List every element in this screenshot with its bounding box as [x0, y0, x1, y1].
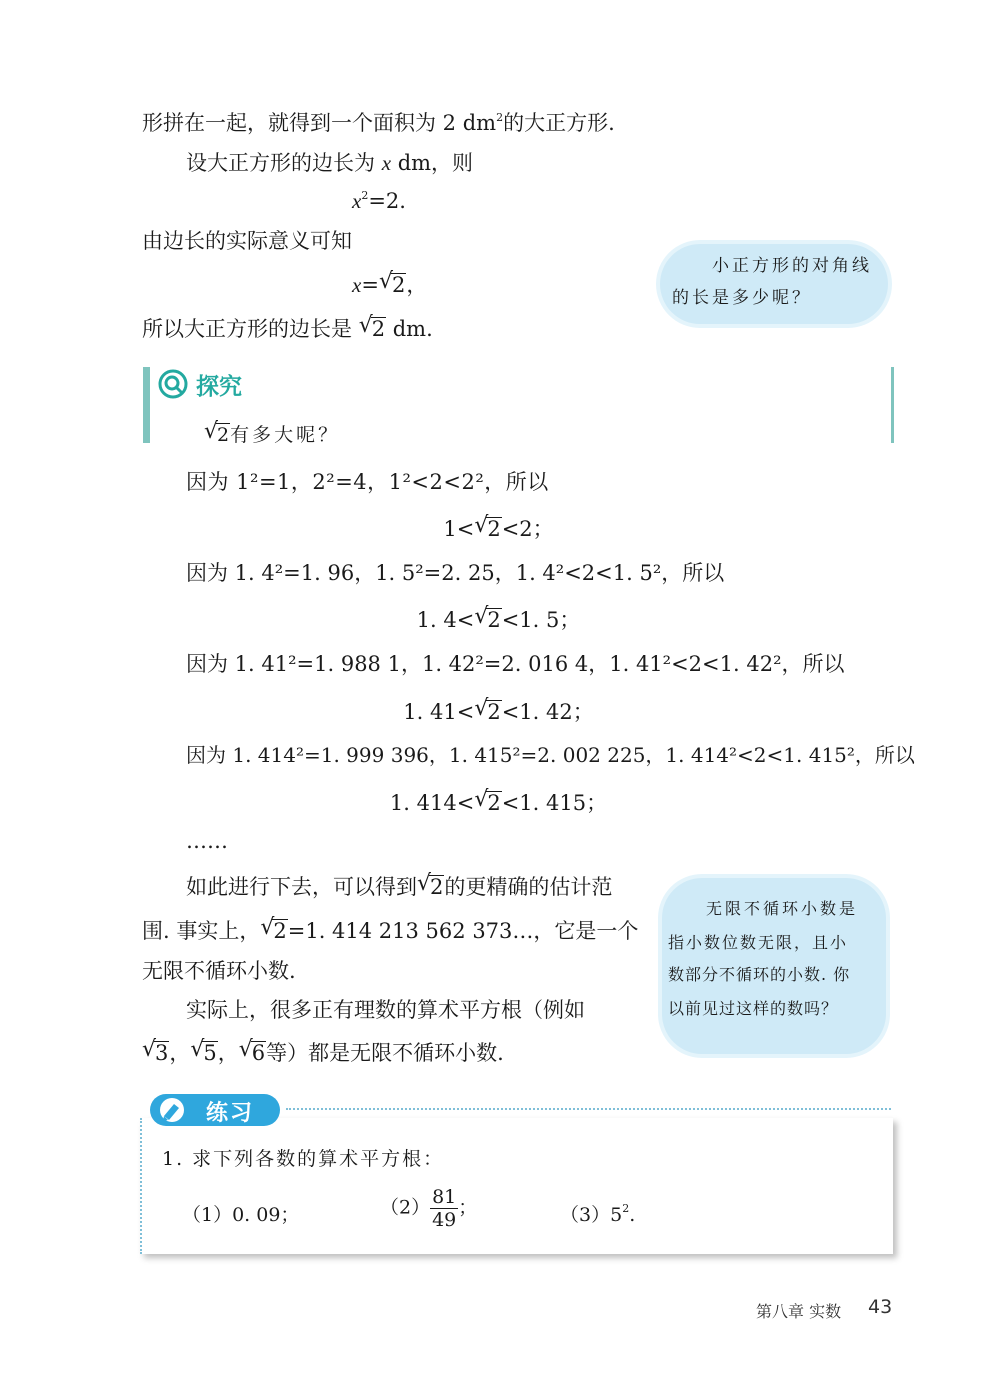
equation: 1. 4< √ 2<1. 5；	[416, 604, 581, 632]
cloud-text: 以前见过这样的数吗？	[668, 999, 839, 1018]
cloud-text: 指小数位数无限，且小	[668, 933, 849, 952]
exercise-divider	[286, 1108, 891, 1110]
cloud-text: 无限不循环小数是	[706, 899, 859, 918]
exercise-question: 1. 求下列各数的算术平方根：	[162, 1148, 445, 1170]
text-line: 因为 1. 41²=1. 988 1，1. 42²=2. 016 4，1. 41²<2<1. 42²，所以	[186, 652, 845, 676]
exercise-box	[140, 1118, 893, 1254]
pencil-icon	[156, 1096, 192, 1124]
text-line: 所以大正方形的边长是 √ 2 dm.	[142, 313, 433, 341]
text-line: √ 3， √ 5， √ 6等）都是无限不循环小数.	[142, 1037, 504, 1065]
equation: 1< √ 2<2；	[443, 513, 554, 541]
equation: 1. 414< √ 2<1. 415；	[389, 787, 608, 815]
equation: x= √ 2，	[352, 269, 428, 297]
text-line: 因为 1. 4²=1. 96，1. 5²=2. 25，1. 4²<2<1. 5²，所以	[186, 561, 725, 585]
explore-bar	[143, 367, 150, 443]
page-number: 43	[868, 1296, 893, 1318]
text-line: 实际上，很多正有理数的算术平方根（例如	[186, 998, 585, 1022]
text-line: 无限不循环小数.	[142, 959, 296, 983]
exercise-item-1: （1）0. 09；	[182, 1204, 300, 1226]
cloud-text: 小正方形的对角线	[712, 256, 872, 276]
text-line: 如此进行下去，可以得到 √ 2的更精确的估计范	[186, 871, 613, 899]
equation: 1. 41< √ 2<1. 42；	[403, 696, 594, 724]
exercise-item-3: $(3)5^2$.	[560, 1202, 636, 1226]
text-line: 设大正方形的边长为 x dm，则	[186, 151, 474, 175]
cloud-text: 数部分不循环的小数. 你	[668, 965, 851, 984]
exercise-item-2: （2） $\frac{81}{49}$ ；	[380, 1186, 478, 1231]
chapter-label: 第八章 实数	[756, 1302, 842, 1321]
explore-question: √ 2有多大呢？	[204, 419, 341, 446]
exercise-title: 练习	[206, 1101, 255, 1126]
explore-title: 探究	[196, 374, 242, 400]
explore-icon	[158, 369, 188, 399]
text-line: 由边长的实际意义可知	[142, 229, 352, 253]
cloud-text: 的长是多少呢？	[672, 288, 812, 308]
explore-bar	[891, 367, 894, 443]
text-line: 因为 1²=1，2²=4，1²<2<2²，所以	[186, 470, 549, 494]
text-line: 因为 1. 414²=1. 999 396，1. 415²=2. 002 225，1. 414²<2<1. 415²，所以	[186, 743, 915, 767]
text-line: 围. 事实上， √ 2=1. 414 213 562 373…，它是一个	[142, 915, 639, 943]
text-line: 形拼在一起，就得到一个面积为 2 $dm^2$的大正方形.	[142, 111, 615, 135]
ellipsis: ……	[186, 829, 228, 853]
equation: $x^2=2$.	[352, 189, 406, 213]
